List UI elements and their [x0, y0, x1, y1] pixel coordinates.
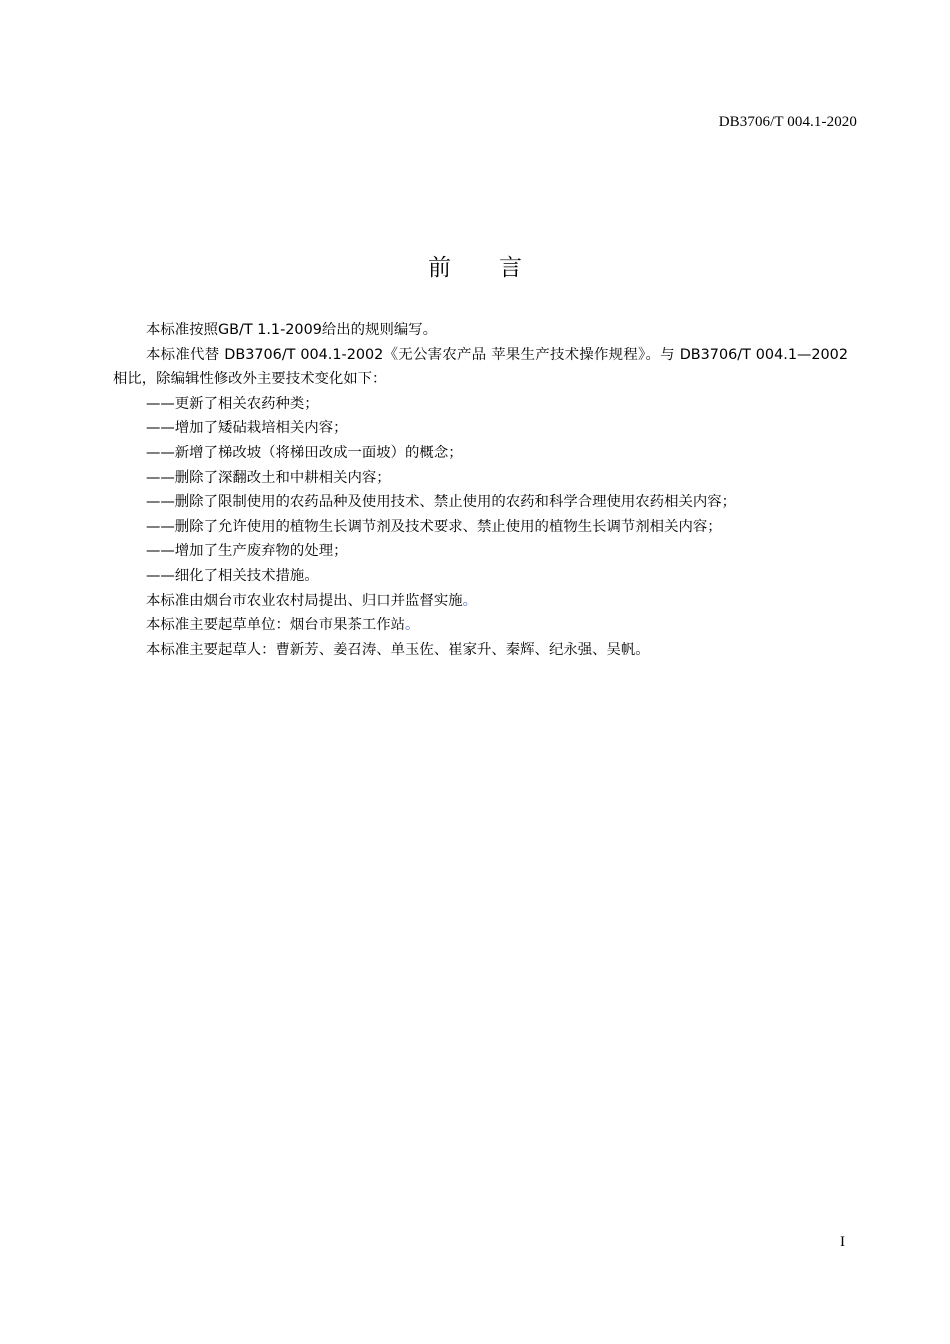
- change-item: ——新增了梯改坡（将梯田改成一面坡）的概念；: [146, 444, 463, 461]
- proposer-period: 。: [462, 592, 478, 609]
- change-item: ——删除了允许使用的植物生长调节剂及技术要求、禁止使用的植物生长调节剂相关内容；: [146, 518, 722, 535]
- paragraph-drafting-unit: [113, 613, 848, 638]
- document-code: DB3706/T 004.1-2020: [718, 114, 857, 130]
- change-item: ——删除了深翻改土和中耕相关内容；: [146, 469, 391, 486]
- paragraph-replacement: 本标准代替 DB3706/T 004.1-2002《无公害农产品 苹果生产技术操作规程》。与 DB3706/T 004.1—2002 相比，除编辑性修改外主要技术变化如下：: [113, 346, 848, 388]
- change-item: ——删除了限制使用的农药品种及使用技术、禁止使用的农药和科学合理使用农药相关内容；: [146, 494, 737, 511]
- change-item: ——更新了相关农药种类；: [146, 395, 319, 412]
- change-item: ——增加了生产废弃物的处理；: [146, 543, 348, 560]
- page-number: I: [840, 1234, 845, 1250]
- proposer-text: 本标准由烟台市农业农村局提出、归口并监督实施: [146, 592, 463, 609]
- paragraph-proposer: [113, 589, 848, 614]
- change-item: ——细化了相关技术措施。: [146, 567, 319, 584]
- change-item: ——增加了矮砧栽培相关内容；: [146, 420, 348, 437]
- drafting-unit-text: 本标准主要起草单位：烟台市果茶工作站: [146, 617, 406, 634]
- paragraph-drafting-rules: 本标准按照GB/T 1.1-2009给出的规则编写。: [146, 322, 438, 338]
- paragraph-drafters: 本标准主要起草人：曹新芳、姜召涛、单玉佐、崔家升、秦辉、纪永强、吴帆。: [146, 641, 650, 658]
- foreword-body: [113, 318, 848, 662]
- page-title: 前言: [428, 255, 570, 282]
- drafting-unit-period: 。: [405, 617, 420, 634]
